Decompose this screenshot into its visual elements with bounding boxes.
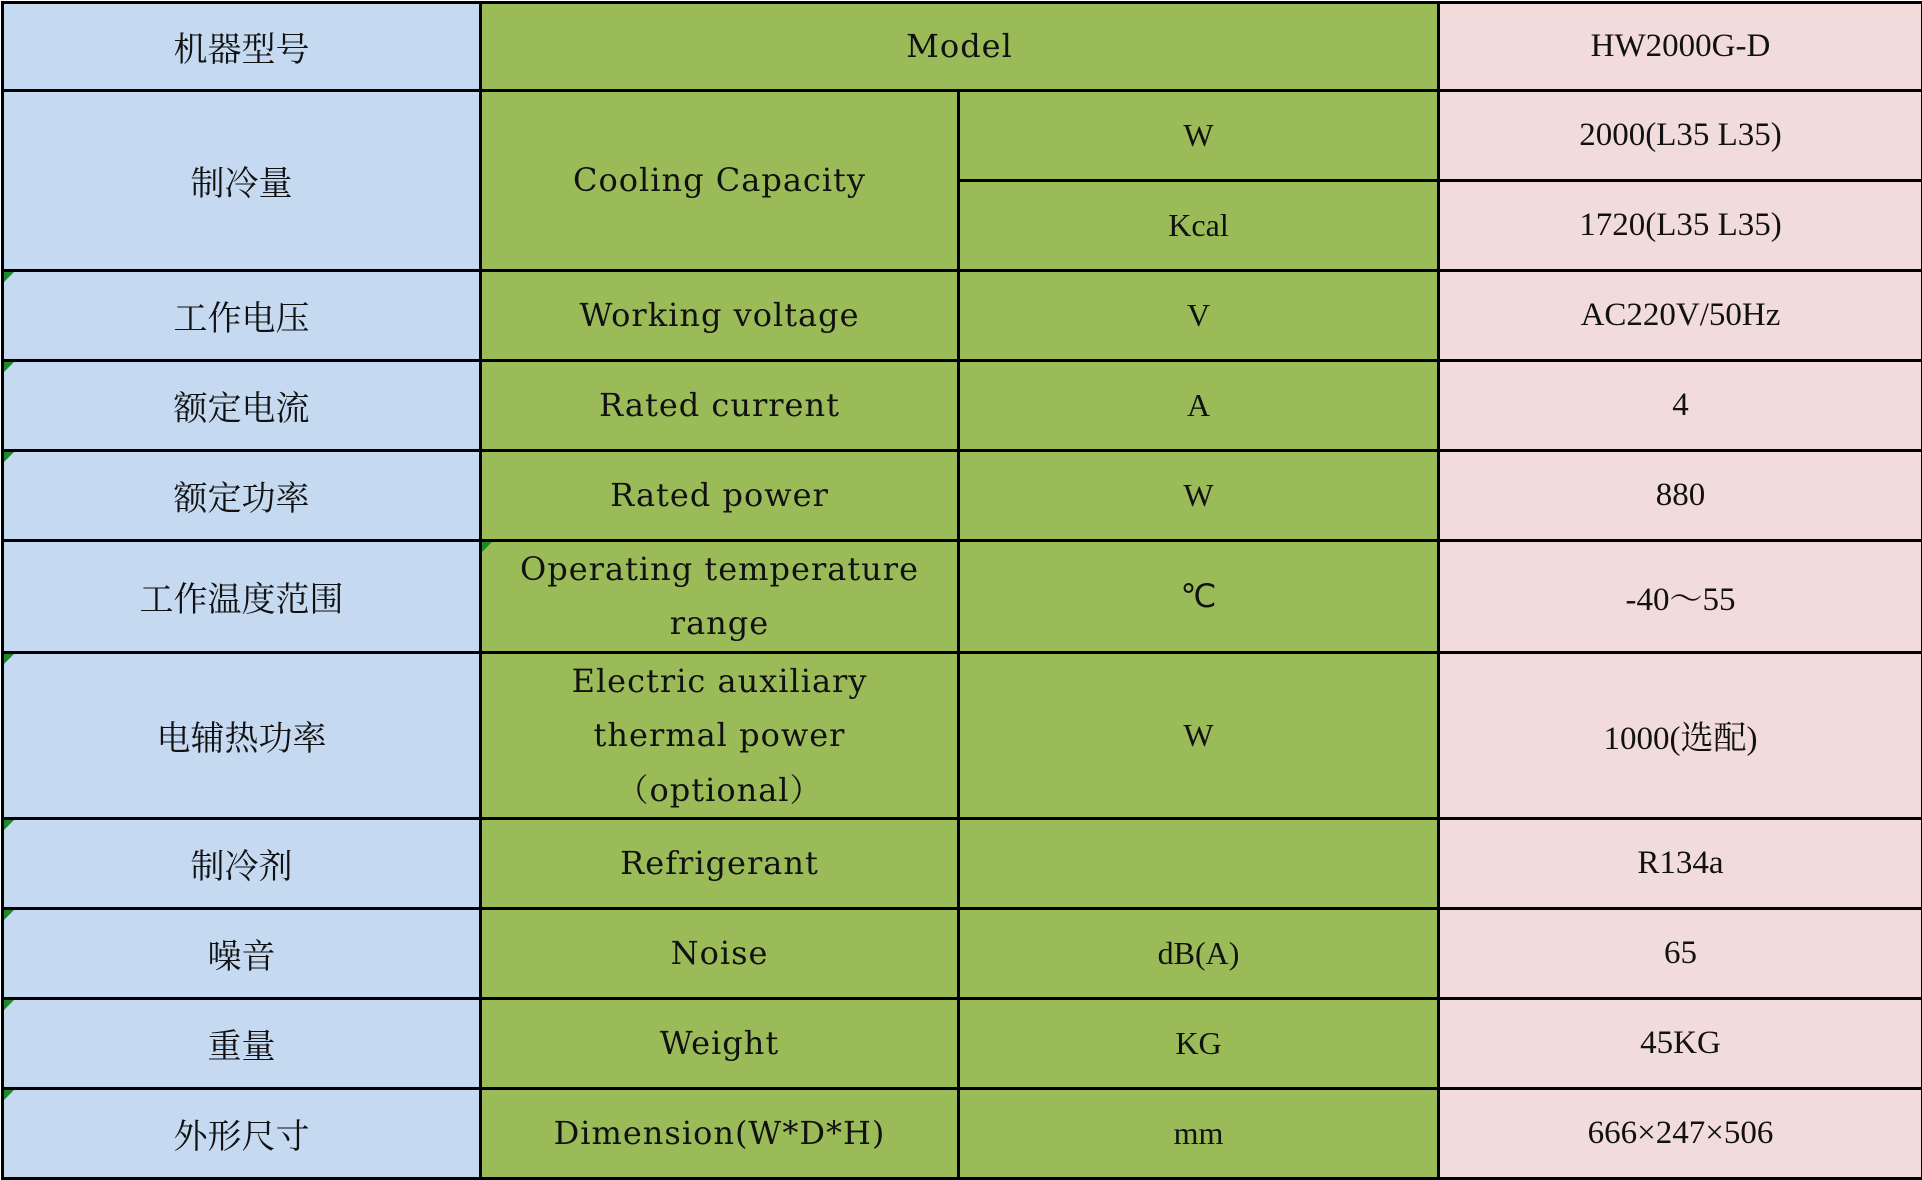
comment-marker-icon bbox=[4, 654, 14, 664]
spec-table bbox=[1, 1, 1922, 1180]
comment-marker-icon bbox=[4, 272, 14, 282]
cell-noise-unit[interactable]: dB(A) bbox=[959, 908, 1439, 998]
table-row-temperature bbox=[3, 541, 1922, 653]
cell-cooling-value-w[interactable]: 2000(L35 L35) bbox=[1439, 91, 1922, 181]
cell-power-unit[interactable]: W bbox=[959, 451, 1439, 541]
cell-noise-zh[interactable]: 噪音 bbox=[3, 908, 481, 998]
table-row-power bbox=[3, 451, 1922, 541]
cell-power-en[interactable]: Rated power bbox=[481, 451, 959, 541]
cell-refrigerant-en[interactable]: Refrigerant bbox=[481, 818, 959, 908]
cell-temperature-unit[interactable]: ℃ bbox=[959, 541, 1439, 653]
table-row-noise bbox=[3, 908, 1922, 998]
cell-aux-heat-unit[interactable]: W bbox=[959, 652, 1439, 818]
cell-refrigerant-value[interactable]: R134a bbox=[1439, 818, 1922, 908]
cell-dimension-en[interactable]: Dimension(W*D*H) bbox=[481, 1088, 959, 1178]
cell-dimension-zh[interactable]: 外形尺寸 bbox=[3, 1088, 481, 1178]
table-row-current bbox=[3, 361, 1922, 451]
cell-model-en[interactable]: Model bbox=[481, 3, 1439, 91]
cell-voltage-unit[interactable]: V bbox=[959, 271, 1439, 361]
cell-temperature-zh[interactable]: 工作温度范围 bbox=[3, 541, 481, 653]
cell-weight-zh[interactable]: 重量 bbox=[3, 998, 481, 1088]
table-row-voltage bbox=[3, 271, 1922, 361]
comment-marker-icon bbox=[4, 452, 14, 462]
cell-voltage-en[interactable]: Working voltage bbox=[481, 271, 959, 361]
cell-cooling-value-kcal[interactable]: 1720(L35 L35) bbox=[1439, 181, 1922, 271]
cell-aux-heat-en[interactable]: Electric auxiliary thermal power（optional） bbox=[481, 652, 959, 818]
cell-cooling-en[interactable]: Cooling Capacity bbox=[481, 91, 959, 271]
cell-refrigerant-unit[interactable] bbox=[959, 818, 1439, 908]
cell-current-value[interactable]: 4 bbox=[1439, 361, 1922, 451]
cell-noise-en[interactable]: Noise bbox=[481, 908, 959, 998]
cell-weight-value[interactable]: 45KG bbox=[1439, 998, 1922, 1088]
cell-cooling-unit-kcal[interactable]: Kcal bbox=[959, 181, 1439, 271]
cell-aux-heat-zh[interactable]: 电辅热功率 bbox=[3, 652, 481, 818]
cell-weight-unit[interactable]: KG bbox=[959, 998, 1439, 1088]
table-row-cooling-w bbox=[3, 91, 1922, 181]
table-row-weight bbox=[3, 998, 1922, 1088]
comment-marker-icon bbox=[4, 820, 14, 830]
comment-marker-icon bbox=[4, 362, 14, 372]
cell-current-zh[interactable]: 额定电流 bbox=[3, 361, 481, 451]
comment-marker-icon bbox=[4, 1000, 14, 1010]
cell-cooling-unit-w[interactable]: W bbox=[959, 91, 1439, 181]
cell-temperature-value[interactable]: -40～55 bbox=[1439, 541, 1922, 653]
cell-current-unit[interactable]: A bbox=[959, 361, 1439, 451]
table-row-refrigerant bbox=[3, 818, 1922, 908]
cell-refrigerant-zh[interactable]: 制冷剂 bbox=[3, 818, 481, 908]
table-row-dimension bbox=[3, 1088, 1922, 1178]
cell-power-zh[interactable]: 额定功率 bbox=[3, 451, 481, 541]
cell-noise-value[interactable]: 65 bbox=[1439, 908, 1922, 998]
comment-marker-icon bbox=[482, 542, 492, 552]
cell-aux-heat-value[interactable]: 1000(选配) bbox=[1439, 652, 1922, 818]
cell-dimension-value[interactable]: 666×247×506 bbox=[1439, 1088, 1922, 1178]
cell-temperature-en[interactable]: Operating temperature range bbox=[481, 541, 959, 653]
cell-model-value[interactable]: HW2000G-D bbox=[1439, 3, 1922, 91]
table-row-aux-heat bbox=[3, 652, 1922, 818]
cell-dimension-unit[interactable]: mm bbox=[959, 1088, 1439, 1178]
cell-voltage-value[interactable]: AC220V/50Hz bbox=[1439, 271, 1922, 361]
cell-current-en[interactable]: Rated current bbox=[481, 361, 959, 451]
cell-voltage-zh[interactable]: 工作电压 bbox=[3, 271, 481, 361]
cell-cooling-zh[interactable]: 制冷量 bbox=[3, 91, 481, 271]
cell-power-value[interactable]: 880 bbox=[1439, 451, 1922, 541]
comment-marker-icon bbox=[4, 910, 14, 920]
comment-marker-icon bbox=[4, 1090, 14, 1100]
table-row-model bbox=[3, 3, 1922, 91]
cell-weight-en[interactable]: Weight bbox=[481, 998, 959, 1088]
cell-model-zh[interactable]: 机器型号 bbox=[3, 3, 481, 91]
